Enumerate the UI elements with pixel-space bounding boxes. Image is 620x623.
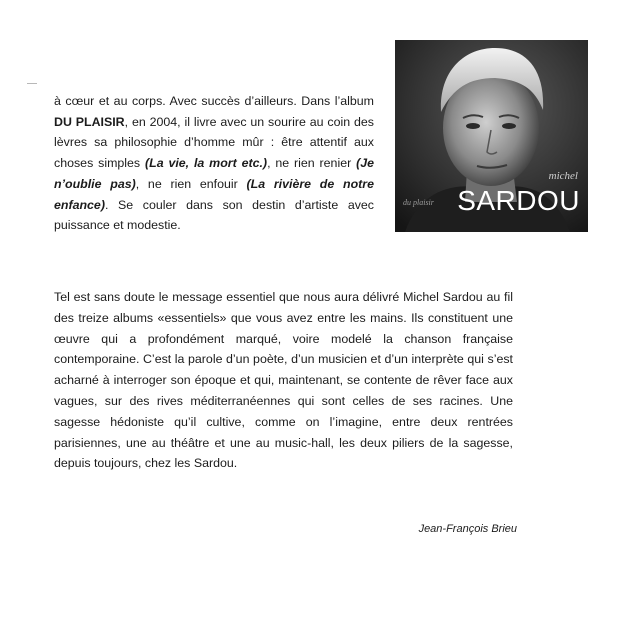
cover-last-name: SARDOU	[457, 185, 580, 216]
album-name: DU PLAISIR	[54, 114, 125, 129]
p1-text-2: , en 2004, il livre avec un sourire au coin des lèvres sa philosophie d’homme mûr : être attentif aux choses simples	[54, 114, 375, 171]
p1-text-4: , ne rien enfouir	[135, 176, 247, 191]
song-title-2: (Je n’oublie pas)	[54, 156, 374, 191]
song-title-1: (La vie, la mort etc.)	[145, 156, 268, 171]
song-title-3: (La rivière de notre enfance)	[54, 176, 374, 212]
paragraph-2: Tel est sans doute le message essentiel que nous aura délivré Michel Sardou au fil des treize albums «essentiels» que vous avez entre les mains. Ils constituent une œuvre qui a profondément marqué, voire modelé la chanson française contemporaine. C’est la parole d’un poète, d’un musicien et d’un interprète qui s’est acharné à interroger son époque et qui, maintenant, se contente de rêver face aux vagues, sur des rives méditerranéennes qui sont celles de ses racines. Une sagesse hédoniste qu’il cultive, comme on l’imagine, entre deux rentrées parisiennes, une au théâtre et une au music-hall, les deux piliers de la sagesse, depuis toujours, chez les Sardou.	[54, 290, 513, 471]
p1-text-1: à cœur et au corps. Avec succès d’ailleurs. Dans l’album	[54, 94, 374, 108]
album-cover	[395, 40, 588, 232]
paragraph-1	[54, 91, 374, 236]
cover-first-name: michel	[548, 170, 578, 182]
p1-text-3: , ne rien renier	[267, 156, 357, 171]
p1-text-5: . Se couler dans son destin d’artiste avec puissance et modestie.	[54, 197, 374, 233]
cover-album-title: du plaisir	[403, 198, 434, 207]
scan-mark	[27, 83, 37, 84]
signature: Jean-François Brieu	[418, 523, 517, 535]
